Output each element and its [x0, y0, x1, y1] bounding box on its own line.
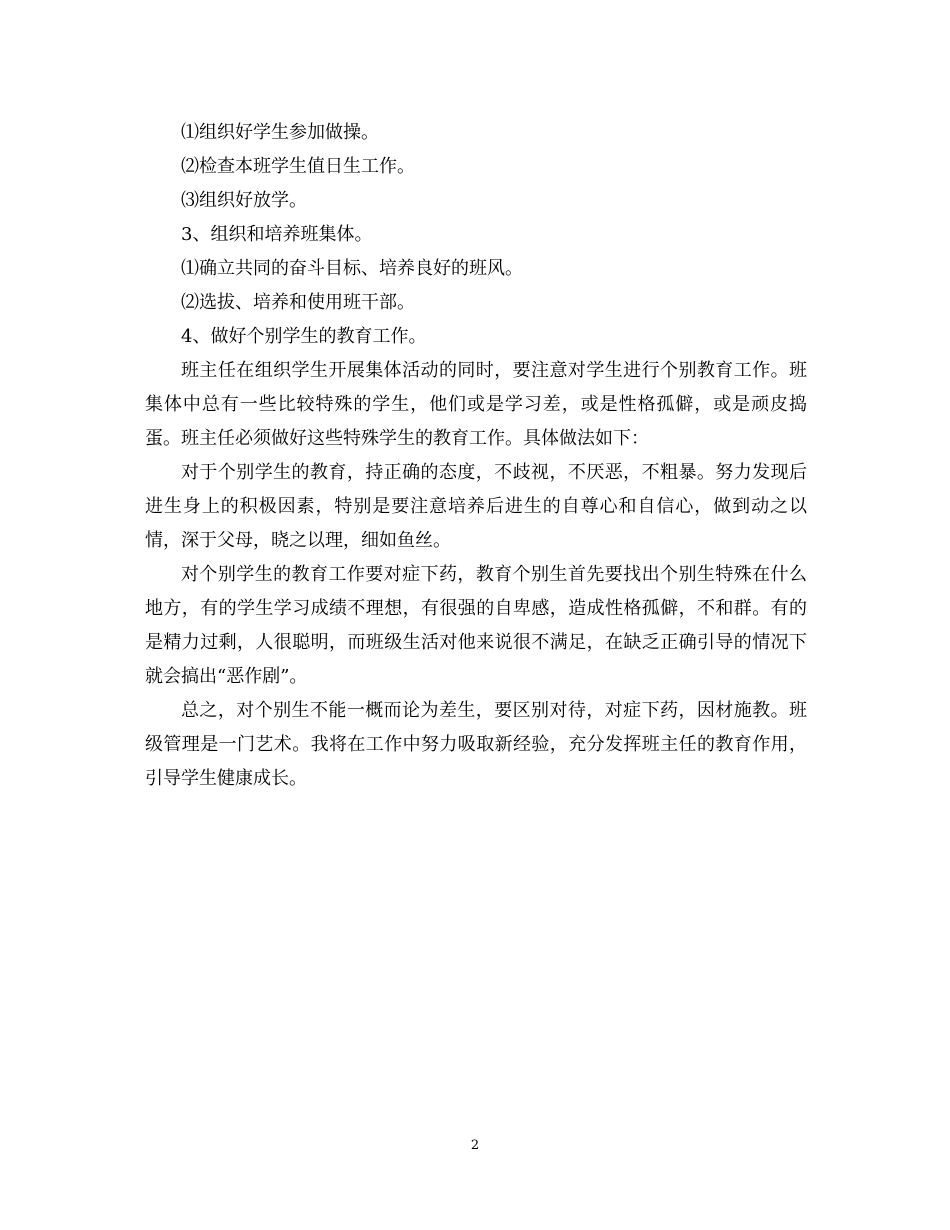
paragraph-item-3: ⑶组织好放学。 — [181, 190, 307, 211]
document-body — [145, 116, 807, 796]
paragraph-item-4: ⑴确立共同的奋斗目标、培养良好的班风。 — [181, 258, 523, 279]
paragraph-body-2: 对于个别学生的教育，持正确的态度，不歧视，不厌恶，不粗暴。努力发现后进生身上的积极因素，特别是要注意培养后进生的自尊心和自信心，做到动之以情，深于父母，晓之以理，细如鱼丝。 — [145, 462, 807, 551]
paragraph-body-1: 班主任在组织学生开展集体活动的同时，要注意对学生进行个别教育工作。班集体中总有一些比较特殊的学生，他们或是学习差，或是性格孤僻，或是顽皮捣蛋。班主任必须做好这些特殊学生的教育工作。具体做法如下： — [145, 360, 807, 449]
paragraph-conclusion: 总之，对个别生不能一概而论为差生，要区别对待，对症下药，因材施教。班级管理是一门艺术。我将在工作中努力吸取新经验，充分发挥班主任的教育作用，引导学生健康成长。 — [145, 700, 807, 789]
paragraph-item-1: ⑴组织好学生参加做操。 — [181, 122, 379, 143]
section-heading-4: 4、做好个别学生的教育工作。 — [181, 326, 427, 347]
section-heading-3: 3、组织和培养班集体。 — [181, 224, 373, 245]
paragraph-item-2: ⑵检查本班学生值日生工作。 — [181, 156, 415, 177]
page-number: 2 — [470, 1138, 480, 1153]
paragraph-item-5: ⑵选拔、培养和使用班干部。 — [181, 292, 415, 313]
paragraph-body-3: 对个别学生的教育工作要对症下药，教育个别生首先要找出个别生特殊在什么地方，有的学生学习成绩不理想，有很强的自卑感，造成性格孤僻，不和群。有的是精力过剩，人很聪明，而班级生活对他来说很不满足，在缺乏正确引导的情况下就会搞出“恶作剧”。 — [145, 564, 807, 687]
